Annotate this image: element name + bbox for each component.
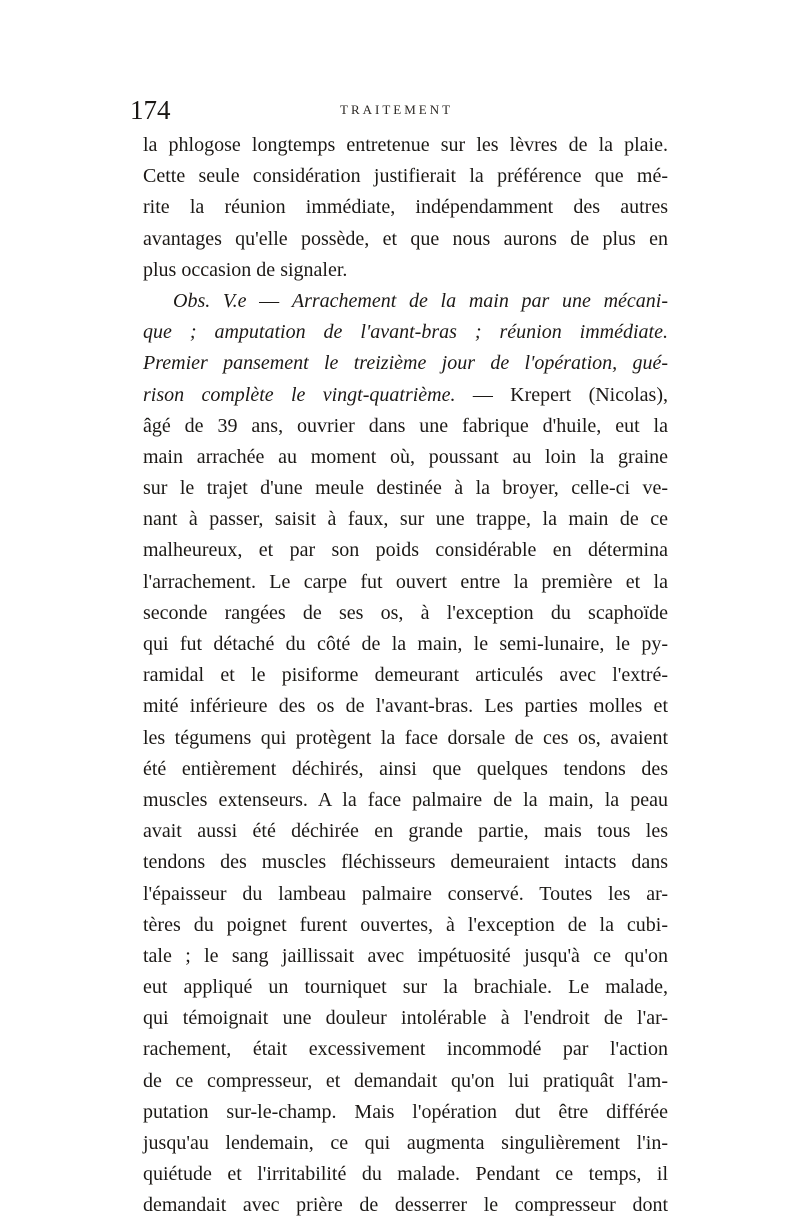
patient-name: — Krepert (Nicolas), xyxy=(455,383,668,406)
text-line: plus occasion de signaler. xyxy=(143,258,348,281)
observation-title-part: rison complète le vingt-quatrième. xyxy=(143,383,456,406)
text-line: été entièrement déchirés, ainsi que quelques tendons des xyxy=(143,757,668,780)
text-line: qui fut détaché du côté de la main, le semi-lunaire, le py- xyxy=(143,633,668,655)
text-line: les tégumens qui protègent la face dorsale de ces os, avaient xyxy=(143,726,668,749)
observation-title-part: Arrachement de la main par une mécani- xyxy=(291,289,668,312)
text-line: tale ; le sang jaillissait avec impétuosité jusqu'à ce qu'on xyxy=(143,944,668,967)
text-line: rachement, était excessivement incommodé par l'action xyxy=(143,1038,668,1061)
text-line: main arrachée au moment où, poussant au loin la graine xyxy=(143,445,668,468)
text-line: âgé de 39 ans, ouvrier dans une fabrique d'huile, eut la xyxy=(143,414,668,437)
observation-heading-line xyxy=(143,286,668,317)
text-line: muscles extenseurs. A la face palmaire de la main, la peau xyxy=(143,788,668,811)
text-line: l'épaisseur du lambeau palmaire conservé. Toutes les ar- xyxy=(143,882,668,905)
text-line: qui témoignait une douleur intolérable à l'endroit de l'ar- xyxy=(143,1007,668,1030)
text-line: avantages qu'elle possède, et que nous aurons de plus en xyxy=(143,227,668,250)
text-line: sur le trajet d'une meule destinée à la broyer, celle-ci ve- xyxy=(143,477,668,500)
text-line: quiétude et l'irritabilité du malade. Pendant ce temps, il xyxy=(143,1163,668,1186)
observation-label: Obs. V.e xyxy=(173,289,247,312)
text-line: ramidal et le pisiforme demeurant articulés avec l'extré- xyxy=(143,664,668,687)
text-line: Cette seule considération justifierait la préférence que mé- xyxy=(143,165,668,188)
text-line: jusqu'au lendemain, ce qui augmenta singulièrement l'in- xyxy=(143,1132,668,1154)
running-head xyxy=(130,96,670,124)
text-line: tendons des muscles fléchisseurs demeuraient intacts dans xyxy=(143,851,668,874)
text-line: seconde rangées de ses os, à l'exception du scaphoïde xyxy=(143,601,668,624)
page-number: 174 xyxy=(130,95,171,125)
text-line: tères du poignet furent ouvertes, à l'exception de la cubi- xyxy=(143,913,668,936)
body-text xyxy=(143,130,668,1222)
text-line: avait aussi été déchirée en grande partie, mais tous les xyxy=(143,820,668,843)
running-title: TRAITEMENT xyxy=(340,102,454,117)
text-line: mité inférieure des os de l'avant-bras. Les parties molles et xyxy=(143,695,668,718)
text-line: demandait avec prière de desserrer le compresseur dont xyxy=(143,1194,668,1217)
text-line: eut appliqué un tourniquet sur la brachiale. Le malade, xyxy=(143,976,668,999)
text-line: malheureux, et par son poids considérable en détermina xyxy=(143,539,668,562)
observation-title-line: Premier pansement le treizième jour de l'opération, gué- xyxy=(143,352,668,375)
observation-dash: — xyxy=(246,289,292,312)
text-line: nant à passer, saisit à faux, sur une trappe, la main de ce xyxy=(143,508,668,531)
observation-title-line xyxy=(143,380,668,411)
text-line: de ce compresseur, et demandait qu'on lui pratiquât l'am- xyxy=(143,1069,668,1092)
text-line: rite la réunion immédiate, indépendamment des autres xyxy=(143,196,668,219)
observation-title-line: que ; amputation de l'avant-bras ; réunion immédiate. xyxy=(143,321,668,344)
text-line: l'arrachement. Le carpe fut ouvert entre la première et la xyxy=(143,570,668,593)
text-line: putation sur-le-champ. Mais l'opération dut être différée xyxy=(143,1100,668,1123)
text-line: la phlogose longtemps entretenue sur les lèvres de la plaie. xyxy=(143,134,668,156)
